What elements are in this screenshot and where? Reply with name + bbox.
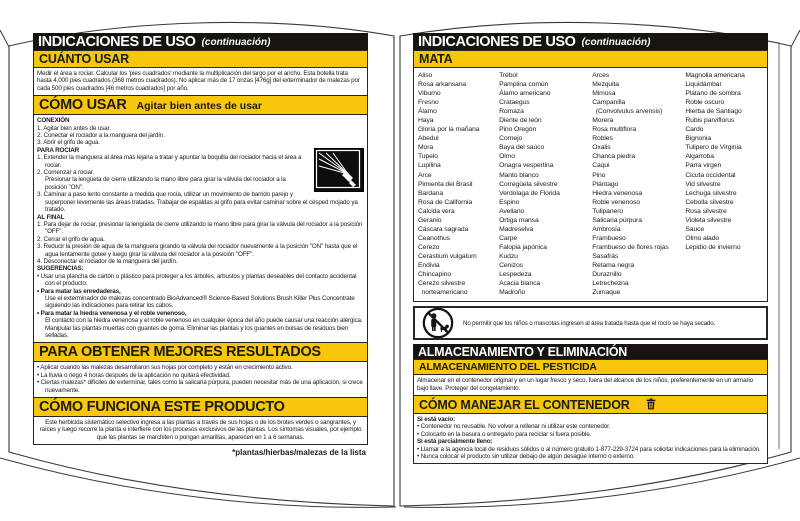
plant-name: Manto blanco xyxy=(499,171,539,179)
plant-name: Cenizos xyxy=(499,261,523,269)
plant-name: Arces xyxy=(592,72,610,79)
mata-plant-list xyxy=(414,68,767,301)
plant-name: Sasafrás xyxy=(592,252,619,260)
contenedor-body xyxy=(414,414,767,463)
plant-name: Avellano xyxy=(499,207,525,215)
para-rociar-heading: PARA ROCIAR xyxy=(37,146,80,154)
plant-column-4 xyxy=(685,71,763,297)
instruction-item: 3. Caminar a paso lento constante a medida que rocía, utilizar un movimiento de barrido parejo y superponer levemente las áreas tratadas. Trabajar de espaldas al grifo para evitar caminar sobre el césped mojado ya tratado. xyxy=(37,191,358,214)
plant-name: Onagra vespertina xyxy=(499,162,554,170)
almacenamiento-header xyxy=(413,344,768,360)
cuanto-usar-bar xyxy=(34,51,367,68)
cuanto-usar-body xyxy=(34,68,367,95)
plant-name: Algarroba xyxy=(685,153,714,161)
pesticida-text: Almacenar en el contenedor original y en un lugar fresco y seco, fuera del alcance de los niños, preferentemente en un armario bajo llave. Proteger del congelamiento. xyxy=(417,377,754,392)
left-page xyxy=(33,33,368,457)
spray-nozzle-icon xyxy=(315,149,361,189)
plant-name: Kudzu xyxy=(499,252,518,260)
plant-name: Gloria por la mañana xyxy=(418,126,480,134)
instruction-item: Presionar la lengüeta de cierre utilizando la mano libre para girar la válvula del rociador a la posición "ON". xyxy=(45,176,286,191)
plant-name: Álamo americano xyxy=(499,90,551,98)
plant-name: Cicuta occidental xyxy=(685,171,736,179)
right-header-continuation: (continuación) xyxy=(581,36,651,48)
plant-name: Diente de león xyxy=(499,117,542,125)
plant-name: Verdolaga de Florida xyxy=(499,189,560,197)
plant-name: Rubis parviflorus xyxy=(685,117,735,125)
trash-can-icon xyxy=(646,398,656,410)
plant-name: Frambueso de flores rojas xyxy=(592,243,669,251)
plant-name: Parra virgen xyxy=(685,162,722,170)
cuanto-usar-text: Medir el área a rociar. Calcular los 'pies cuadrados' mediante la multiplicación del largo por el ancho. Esta botella trata hasta 4,000 pies cuadrados (368 metros cuadrados). No aplicar más de 17 onzas [476g] del exterminador de malezas por cada 500 pies cuadrados [46 metros cuadrados] por año. xyxy=(37,70,360,92)
children-pets-caution-box xyxy=(413,306,768,340)
list-footnote: *plantas/hierbas/malezas de la lista xyxy=(232,448,366,458)
plant-name: Roble oscuro xyxy=(685,99,725,107)
plant-name: Violeta silvestre xyxy=(685,216,732,224)
mejores-resultados-bar xyxy=(34,343,367,362)
plant-name: Pamplina común xyxy=(499,81,549,89)
section-como-usar xyxy=(33,95,368,343)
plant-name: Geranio xyxy=(418,216,442,224)
plant-name: Madreselva xyxy=(499,225,534,233)
instruction-item: 2. Cerrar el grifo de agua. xyxy=(37,235,105,243)
right-page xyxy=(413,33,768,464)
plant-name: Duraznillo xyxy=(592,271,622,279)
plant-name: Morera xyxy=(592,117,614,125)
plant-name: Mimosa xyxy=(592,90,616,98)
plant-name: Robles xyxy=(592,135,613,143)
plant-name: Pimienta del Brasil xyxy=(418,180,473,188)
plant-name: Bardana xyxy=(418,189,443,197)
section-como-funciona xyxy=(33,397,368,445)
caution-text: No permitir que los niños o mascotas ingresen al área tratada hasta que el rocío se haya secado. xyxy=(463,319,716,327)
instruction-item: 1. Extender la manguera al área más lejana a tratar y apuntar la boquilla del rociador hacia el área a rociar. xyxy=(37,154,302,169)
mejores-resultados-body xyxy=(34,362,367,397)
plant-name: Frambueso xyxy=(592,234,626,242)
plant-name: Ortiga mansa xyxy=(499,216,539,224)
instruction-item: 2. Conectar el rociador a la manguera del jardín. xyxy=(37,132,165,140)
instruction-item: 4. Desconectar el rociador de la manguera del jardín. xyxy=(37,257,178,265)
plant-column-2 xyxy=(499,71,592,297)
como-usar-bar xyxy=(34,96,367,115)
al-final-heading: AL FINAL xyxy=(37,213,65,221)
al-final-list xyxy=(37,221,364,265)
plant-name: Salicaria púrpura xyxy=(592,216,642,224)
plant-name: Liquidámbar xyxy=(685,81,722,89)
plant-name: Sauce xyxy=(685,225,705,233)
plant-name: Hiedra venenosa xyxy=(592,189,643,197)
left-page-header xyxy=(33,33,368,51)
pesticida-body xyxy=(414,375,767,395)
plant-name: Álamo xyxy=(418,108,437,116)
plant-name: Rosa multiflora xyxy=(592,126,637,134)
right-header-title: INDICACIONES DE USO xyxy=(418,34,576,50)
plant-name: Tulipero de Virginia xyxy=(685,144,742,152)
plant-name: Olmo xyxy=(499,153,515,161)
plant-name: Bignonia xyxy=(685,135,711,143)
plant-name: Magnolia americana xyxy=(685,72,745,79)
instruction-item: 1. Para dejar de rociar, presionar la lengüeta de cierre utilizando la mano libre para girar la válvula del rociador a la posición "OFF". xyxy=(37,220,363,236)
vacio-heading: Si está vacío: xyxy=(417,415,456,423)
section-mejores-resultados xyxy=(33,342,368,398)
plant-name: Lechuga silvestre xyxy=(685,189,737,197)
bullet-item: • La lluvia o riego 4 horas después de la aplicación no quitará efectividad. xyxy=(37,371,231,379)
sprayer-illustration xyxy=(314,148,364,192)
plant-name: Ambrosía xyxy=(592,225,621,233)
plant-name: Calcida vera xyxy=(418,207,455,215)
plant-name: Chanca piedra xyxy=(592,153,636,161)
pesticida-title: ALMACENAMIENTO DEL PESTICIDA xyxy=(419,361,597,374)
como-usar-body xyxy=(34,115,367,342)
suggestion-item: • Para matar la hiedra venenosa y el roble venenoso, xyxy=(37,309,187,317)
bullet-item: • Colocarlo en la basura o entregarlo para reciclar si fuera posible. xyxy=(417,430,592,438)
section-almacenamiento-pesticida xyxy=(413,359,768,396)
instruction-item: 3. Abrir el grifo de agua. xyxy=(37,139,100,147)
como-funciona-title: CÓMO FUNCIONA ESTE PRODUCTO xyxy=(39,399,285,416)
como-funciona-text: Este herbicida sistemático selectivo ingresa a las plantas a través de sus hojas o de los brotes verdes o sangrantes, y raíces y luego recorre la planta e interfiere con los procesos exclusivos de las plantas. Los síntomas visuales, por ejemplo que las plantas se marchiten o pongan amarillas, aparecen en 1 a 6 semanas. xyxy=(39,419,362,441)
plant-name: Vid silvestre xyxy=(685,180,721,188)
bullet-item: • Nunca colocar el producto sin utilizar debajo de algún desagüe interno o externo. xyxy=(417,453,635,461)
left-header-title: INDICACIONES DE USO xyxy=(38,34,196,50)
plant-name: Rosa arkansana xyxy=(418,81,467,89)
plant-name: Pino Oregón xyxy=(499,126,537,134)
instruction-item: 2. Comenzar a rociar. xyxy=(37,169,95,177)
plant-name: Abedul xyxy=(418,135,439,143)
lleno-heading: Si está parcialmente lleno: xyxy=(417,438,493,446)
plant-name: Roble venenoso xyxy=(592,198,640,206)
plant-name: Plántago xyxy=(592,180,619,188)
plant-name: Viburno xyxy=(418,90,441,98)
sugerencias-list xyxy=(37,273,364,340)
plant-name: Romaza xyxy=(499,108,524,116)
plant-name: Acacia blanca xyxy=(499,280,541,288)
section-cuanto-usar xyxy=(33,50,368,96)
plant-name: Cebolla silvestre xyxy=(685,198,734,206)
plant-name: Lepidio de invierno xyxy=(685,243,741,251)
plant-name: Pino xyxy=(592,171,606,179)
sugerencias-heading: SUGERENCIAS: xyxy=(37,265,84,273)
plant-name: Tulipanero xyxy=(592,207,624,215)
como-usar-subtitle: Agitar bien antes de usar xyxy=(136,100,262,113)
plant-name: Haya xyxy=(418,117,434,125)
mejores-resultados-title: PARA OBTENER MEJORES RESULTADOS xyxy=(39,344,321,361)
plant-column-1 xyxy=(418,71,499,297)
plant-name: Ceanothus xyxy=(418,234,450,242)
bullet-item: • Llamar a la agencia local de residuos sólidos o al número gratuito 1-877-229-3724 para solicitar indicaciones para la eliminación. xyxy=(417,445,761,453)
contenedor-title: CÓMO MANEJAR EL CONTENEDOR xyxy=(419,397,630,412)
bullet-item: • Aplicar cuando las malezas desarrollaron sus hojas por completo y están en crecimiento activo. xyxy=(37,364,293,372)
contenedor-bar xyxy=(414,396,767,414)
suggestion-item: El contacto con la hiedra venenosa y el roble venenoso en cualquier época del año puede causar una reacción alérgica. Manipular las plantas muertas con guantes de goma. Eliminar las plantas y los guantes en bolsas de residuos bien selladas. xyxy=(45,317,363,339)
como-funciona-bar xyxy=(34,398,367,417)
plant-name: Crataegus xyxy=(499,99,530,107)
plant-name: Rosa silvestre xyxy=(685,207,727,215)
bullet-item: • Contenedor no reusable. No volver a rellenar ni utilizar este contenedor. xyxy=(417,423,611,431)
plant-name: Corregüela silvestre xyxy=(499,180,558,188)
plant-name: Lupilina xyxy=(418,162,441,170)
plant-name: Olmo alado xyxy=(685,234,720,242)
plant-name: Cornejo xyxy=(499,135,523,143)
vacio-list xyxy=(417,423,764,438)
plant-name: Caqui xyxy=(592,162,610,170)
plant-name: Trébol xyxy=(499,72,518,79)
plant-name: Cerastium vulgatum xyxy=(418,252,477,260)
plant-name: Aliso xyxy=(418,72,433,79)
plant-name: Cáscara sagrada xyxy=(418,225,469,233)
no-children-pets-icon xyxy=(421,306,455,340)
plant-name: Hierba de Santiago xyxy=(685,108,742,116)
como-funciona-body xyxy=(34,417,367,444)
conexion-list xyxy=(37,125,364,147)
mata-title: MATA xyxy=(419,52,453,66)
plant-name: Mezquita xyxy=(592,81,619,89)
section-manejo-contenedor xyxy=(413,395,768,464)
left-header-continuation: (continuación) xyxy=(201,36,271,48)
plant-name: Chincapino xyxy=(418,271,452,279)
plant-name: Endivia xyxy=(418,261,440,269)
plant-name: Cerezo xyxy=(418,243,440,251)
plant-name: Espino xyxy=(499,198,520,206)
como-usar-title: CÓMO USAR xyxy=(39,97,127,114)
plant-name: (Convolvulus arvensis) xyxy=(592,108,663,116)
conexion-heading: CONEXIÓN xyxy=(37,117,70,125)
suggestion-item: • Usar una plancha de cartón o plástico para proteger a los árboles, arbustos y plantas deseables del contacto accidental con el producto. xyxy=(37,272,357,288)
plant-name: Lespedeza xyxy=(499,271,532,279)
mata-bar xyxy=(414,51,767,68)
plant-name: Tupelo xyxy=(418,153,438,161)
plant-name: Campanilla xyxy=(592,99,626,107)
plant-name: Oxalis xyxy=(592,144,611,152)
lleno-list xyxy=(417,446,764,461)
cuanto-usar-title: CUÁNTO USAR xyxy=(39,52,129,66)
plant-name: Letrechezna xyxy=(592,280,629,288)
plant-name: Rosa de California xyxy=(418,198,473,206)
plant-name: Carpe xyxy=(499,234,518,242)
almacenamiento-title: ALMACENAMIENTO Y ELIMINACIÓN xyxy=(418,345,627,360)
plant-name: Madroño xyxy=(499,289,526,297)
plant-column-3 xyxy=(592,71,685,297)
plant-name: Cerezo silvestre xyxy=(418,280,466,288)
pesticida-bar xyxy=(414,360,767,375)
plant-name: norteamericano xyxy=(418,289,468,297)
plant-name: Plátano de sombra xyxy=(685,90,741,98)
plant-name: Falopia japónica xyxy=(499,243,547,251)
section-mata xyxy=(413,50,768,302)
plant-name: Retama negra xyxy=(592,261,635,269)
suggestion-item: • Para matar las enredaderas, xyxy=(37,287,121,295)
plant-name: Fresno xyxy=(418,99,439,107)
plant-name: Arce xyxy=(418,171,432,179)
plant-name: Zumaque xyxy=(592,289,621,297)
plant-name: Cardo xyxy=(685,126,704,134)
plant-name: Mora xyxy=(418,144,434,152)
instruction-item: 3. Reducir la presión de agua de la manguera girando la válvula del rociador nuevamente a la posición "ON" hasta que el agua lentamente gotee y luego girar la válvula del rociador a la posición "OFF". xyxy=(37,243,358,258)
right-page-header xyxy=(413,33,768,51)
suggestion-item: Use el exterminador de malezas concentrado BioAdvanced® Science-Based Solutions Brush Killer Plus Concentrate siguiendo las indicaciones para retirar los cabos. xyxy=(45,294,355,310)
plant-name: Baya del saúco xyxy=(499,144,545,152)
bullet-item: • Ciertas malezas* difíciles de exterminar, tales como la salicaria púrpura, pueden necesitar más de una aplicación, si crece nuevamente. xyxy=(37,379,363,394)
instruction-item: 1. Agitar bien antes de usar. xyxy=(37,124,111,132)
